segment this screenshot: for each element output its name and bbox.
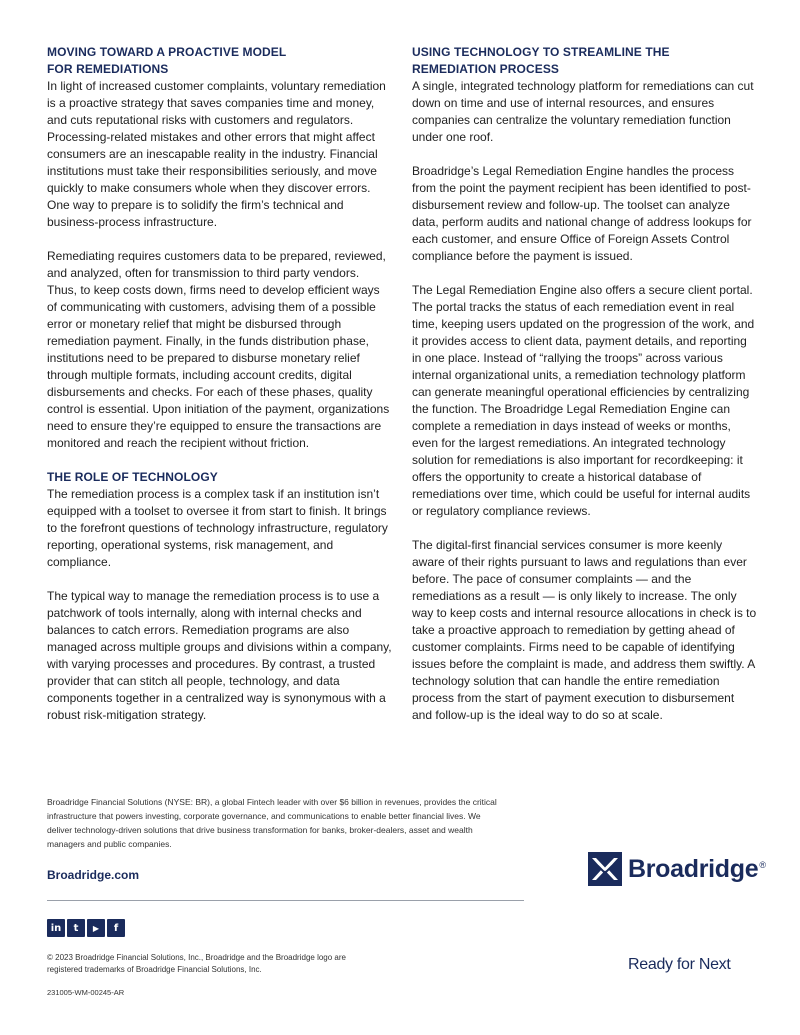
paragraph: The Legal Remediation Engine also offers a secure client portal. The portal tracks the status of each remediation event in real time, keeping users updated on the progression of the work, and it provides access to client data, payment details, and reporting in one place. Instead of “rallying the troops” across various internal organizational units, a remediation technology platform can generate meaningful operational efficiencies by centralizing the function. The Broadridge Legal Remediation Engine can complete a remediation in days instead of weeks or months, even for the largest remediations. An integrated technology solution for remediations is also important for recordkeeping: it offers the opportunity to create a historical database of remediations over time, which could be useful for internal audits or regulatory compliance reviews. [412, 283, 755, 518]
paragraph: In light of increased customer complaints, voluntary remediation is a proactive strategy that saves companies time and money, and cuts reputational risks with customers and regulators. Processing-related mistakes and other errors that might affect consumers are an inescapable reality in the industry. Financial institutions must take their responsibilities seriously, and move quickly to make consumers whole when they discover errors. One way to prepare is to solidify the firm’s technical and business-process infrastructure. [47, 79, 386, 229]
paragraph: The digital-first financial services consumer is more keenly aware of their rights pursuant to laws and regulations than ever before. The pace of consumer complaints — and the remediations as a result — is only likely to increase. The only way to keep costs and internal resource allocations in check is to take a proactive approach to remediation by getting ahead of customer complaints. Firms need to be capable of identifying issues before the complaint is made, and address them swiftly. A technology solution that can handle the entire remediation process from the start of payment execution to disbursement and follow-up is the ideal way to do so at scale. [412, 538, 757, 722]
paragraph: The typical way to manage the remediation process is to use a patchwork of tools internally, along with internal checks and balances to catch errors. Remediation programs are also managed across multiple groups and divisions within a company, with varying processes and procedures. By contrast, a trusted provider that can stitch all people, technology, and data components together in a centralized way is synonymous with a robust risk-mitigation strategy. [47, 589, 392, 722]
broadridge-logo [588, 852, 766, 886]
footer-divider [47, 900, 524, 901]
twitter-icon[interactable]: t [67, 919, 85, 937]
registered-mark: ® [759, 860, 766, 870]
youtube-icon[interactable]: ▶ [87, 919, 105, 937]
paragraph: The remediation process is a complex task if an institution isn’t equipped with a toolset to oversee it from start to finish. It brings to the forefront questions of technology infrastructure, regulatory reporting, operational systems, risk management, and compliance. [47, 487, 388, 569]
paragraph: Broadridge’s Legal Remediation Engine handles the process from the point the payment recipient has been identified to post-disbursement review and follow-up. The toolset can analyze data, perform audits and national change of address lookups for each customer, and ensure Office of Foreign Assets Control compliance before the payment is issued. [412, 164, 752, 263]
heading-streamline: USING TECHNOLOGY TO STREAMLINE THE REMEDIATION PROCESS [412, 45, 670, 76]
left-column [47, 44, 392, 741]
copyright-notice: © 2023 Broadridge Financial Solutions, Inc., Broadridge and the Broadridge logo are registered trademarks of Broadridge Financial Solutions, Inc. [47, 953, 346, 974]
company-description: Broadridge Financial Solutions (NYSE: BR), a global Fintech leader with over $6 billion in revenues, provides the critical infrastructure that powers investing, corporate governance, and communications to enable better financial lives. We deliver technology-driven solutions that drive business transformation for banks, broker-dealers, asset and wealth managers and public companies. [47, 797, 497, 849]
social-links [47, 919, 125, 937]
document-id: 231005-WM-00245-AR [47, 988, 125, 997]
paragraph: A single, integrated technology platform for remediations can cut down on time and use of internal resources, and ensures companies can centralize the voluntary remediation function under one roof. [412, 79, 754, 144]
facebook-icon[interactable]: f [107, 919, 125, 937]
website-link[interactable]: Broadridge.com [47, 868, 140, 882]
logo-wordmark: Broadridge [628, 854, 759, 883]
tagline: Ready for Next [628, 956, 731, 973]
broadridge-logo-mark-icon [588, 852, 622, 886]
right-column [412, 44, 757, 741]
linkedin-icon[interactable]: in [47, 919, 65, 937]
heading-role-of-technology: THE ROLE OF TECHNOLOGY [47, 470, 218, 484]
heading-proactive-model: MOVING TOWARD A PROACTIVE MODEL FOR REMEDIATIONS [47, 45, 287, 76]
paragraph: Remediating requires customers data to be prepared, reviewed, and analyzed, often for transmission to third party vendors. Thus, to keep costs down, firms need to develop efficient ways of communicating with customers, advising them of a possible error or monetary relief that might be disbursed through remediation payment. Finally, in the funds distribution phase, institutions need to be prepared to disburse monetary relief through multiple formats, including account credits, digital disbursements and checks. For each of these phases, quality control is essential. Upon initiation of the payment, organizations need to ensure they’re equipped to ensure the transactions are monitored and reach the recipient without friction. [47, 249, 390, 450]
